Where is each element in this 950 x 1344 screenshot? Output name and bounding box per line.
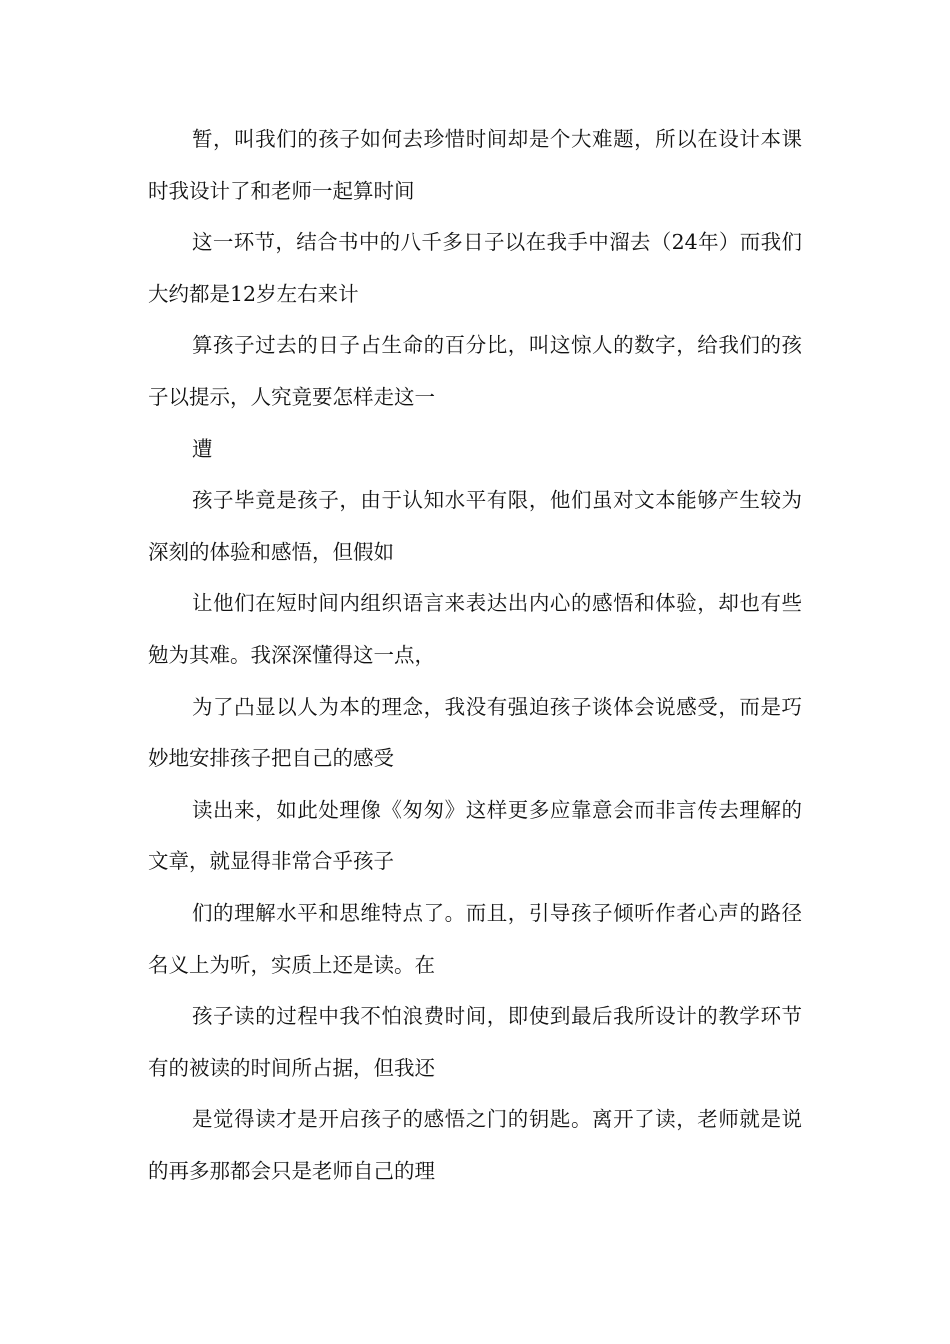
paragraph-1: 暂，叫我们的孩子如何去珍惜时间却是个大难题，所以在设计本课时我设计了和老师一起算时间 bbox=[148, 127, 802, 203]
document-body bbox=[148, 114, 802, 1197]
paragraph-2: 这一环节，结合书中的八千多日子以在我手中溜去（24年）而我们大约都是12岁左右来计 bbox=[148, 230, 802, 306]
paragraph-3: 算孩子过去的日子占生命的百分比，叫这惊人的数字，给我们的孩子以提示，人究竟要怎样走这一 bbox=[148, 333, 802, 409]
paragraph-5: 孩子毕竟是孩子，由于认知水平有限，他们虽对文本能够产生较为深刻的体验和感悟，但假如 bbox=[148, 488, 802, 564]
paragraph-10: 孩子读的过程中我不怕浪费时间，即使到最后我所设计的教学环节有的被读的时间所占据，但我还 bbox=[148, 1004, 802, 1080]
paragraph-4: 遭 bbox=[192, 436, 213, 461]
paragraph-8: 读出来，如此处理像《匆匆》这样更多应靠意会而非言传去理解的文章，就显得非常合乎孩子 bbox=[148, 797, 802, 874]
paragraph-9: 们的理解水平和思维特点了。而且，引导孩子倾听作者心声的路径名义上为听，实质上还是读。在 bbox=[148, 900, 802, 977]
paragraph-11: 是觉得读才是开启孩子的感悟之门的钥匙。离开了读，老师就是说的再多那都会只是老师自己的理 bbox=[148, 1107, 802, 1183]
paragraph-6: 让他们在短时间内组织语言来表达出内心的感悟和体验，却也有些勉为其难。我深深懂得这一点， bbox=[148, 591, 802, 667]
paragraph-7: 为了凸显以人为本的理念，我没有强迫孩子谈体会说感受，而是巧妙地安排孩子把自己的感受 bbox=[148, 694, 802, 771]
